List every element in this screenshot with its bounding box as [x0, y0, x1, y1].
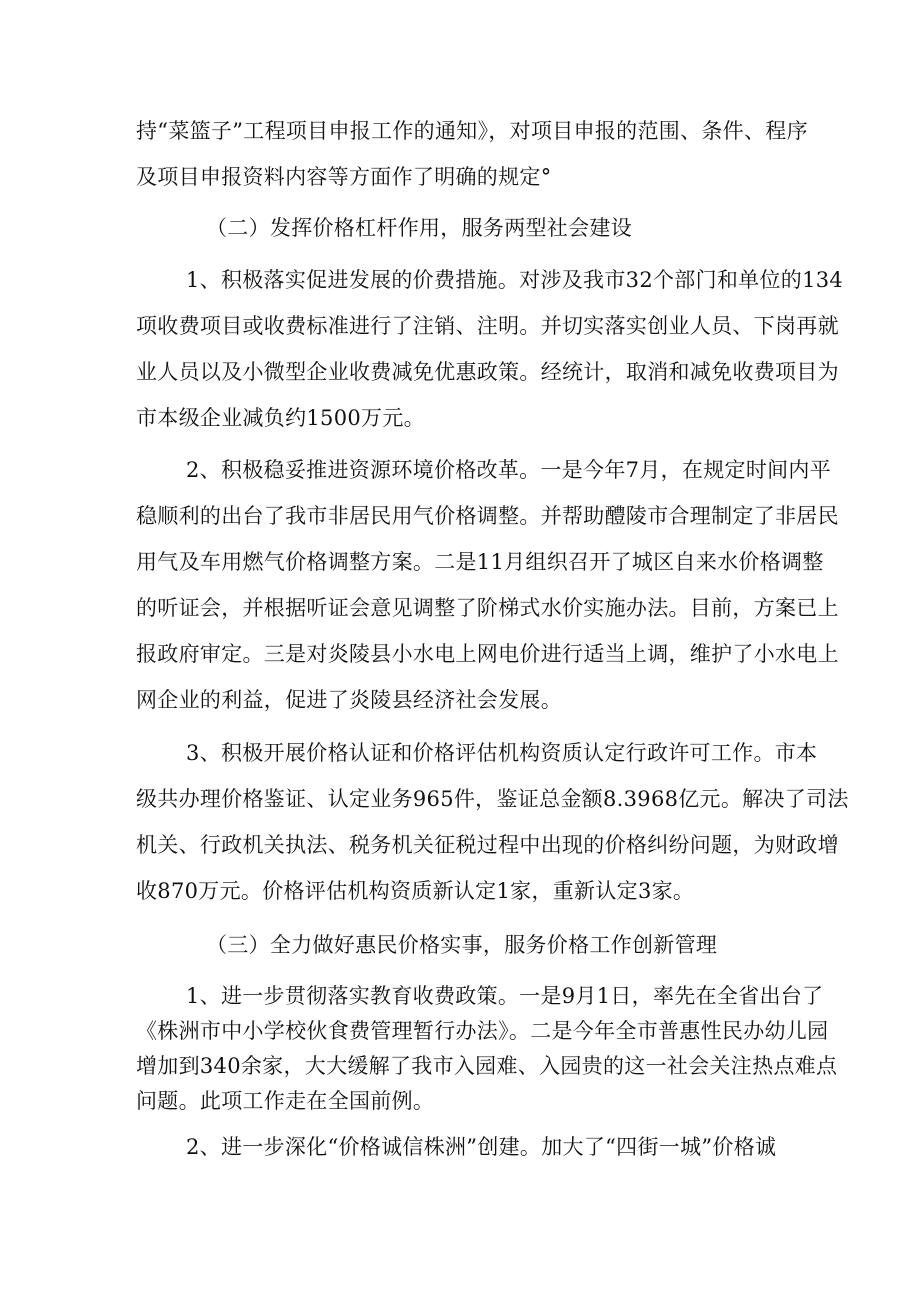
- text-line: 报政府审定。三是对炎陵县小水电上网电价进行适当上调，维护了小水电上: [136, 642, 839, 666]
- paragraph-start: 1、进一步贯彻落实教育收费政策。一是9月1日，率先在全省出台了: [186, 984, 824, 1008]
- text-line: 问题。此项工作走在全国前例。: [136, 1089, 435, 1113]
- text-line: 稳顺利的出台了我市非居民用气价格调整。并帮助醴陵市合理制定了非居民: [136, 504, 839, 528]
- text-line: 网企业的利益，促进了炎陵县经济社会发展。: [136, 688, 562, 712]
- text-line: 持“菜篮子”工程项目申报工作的通知》，对项目申报的范围、条件、程序: [136, 119, 808, 143]
- text-line: 及项目申报资料内容等方面作了明确的规定°: [136, 165, 552, 189]
- paragraph-start: 2、进一步深化“价格诚信株洲”创建。加大了“四街一城”价格诚: [186, 1135, 777, 1159]
- paragraph-start: 1、积极落实促进发展的价费措施。对涉及我市32个部门和单位的134: [186, 268, 844, 292]
- text-line: 《株洲市中小学校伙食费管理暂行办法》。二是今年全市普惠性民办幼儿园: [136, 1019, 829, 1043]
- paragraph-start: 3、积极开展价格认证和价格评估机构资质认定行政许可工作。市本: [186, 741, 818, 765]
- text-line: 市本级企业减负约1500万元。: [136, 406, 425, 430]
- text-line: 的听证会，并根据听证会意见调整了阶梯式水价实施办法。目前，方案已上: [136, 596, 839, 620]
- text-line: 增加到340余家，大大缓解了我市入园难、入园贵的这一社会关注热点难点: [136, 1054, 838, 1078]
- section-heading: （三）全力做好惠民价格实事，服务价格工作创新管理: [206, 933, 718, 957]
- text-line: 业人员以及小微型企业收费减免优惠政策。经统计，取消和减免收费项目为: [136, 360, 839, 384]
- text-line: 级共办理价格鉴证、认定业务965件，鉴证总金额8.3968亿元。解决了司法: [136, 787, 849, 811]
- text-line: 用气及车用燃气价格调整方案。二是11月组织召开了城区自来水价格调整: [136, 550, 824, 574]
- section-heading: （二）发挥价格杠杆作用，服务两型社会建设: [206, 216, 632, 240]
- text-line: 项收费项目或收费标准进行了注销、注明。并切实落实创业人员、下岗再就: [136, 314, 839, 338]
- text-line: 机关、行政机关执法、税务机关征税过程中出现的价格纠纷问题，为财政增: [136, 833, 839, 857]
- text-line: 收870万元。价格评估机构资质新认定1家，重新认定3家。: [136, 879, 695, 903]
- paragraph-start: 2、积极稳妥推进资源环境价格改革。一是今年7月，在规定时间内平: [186, 458, 832, 482]
